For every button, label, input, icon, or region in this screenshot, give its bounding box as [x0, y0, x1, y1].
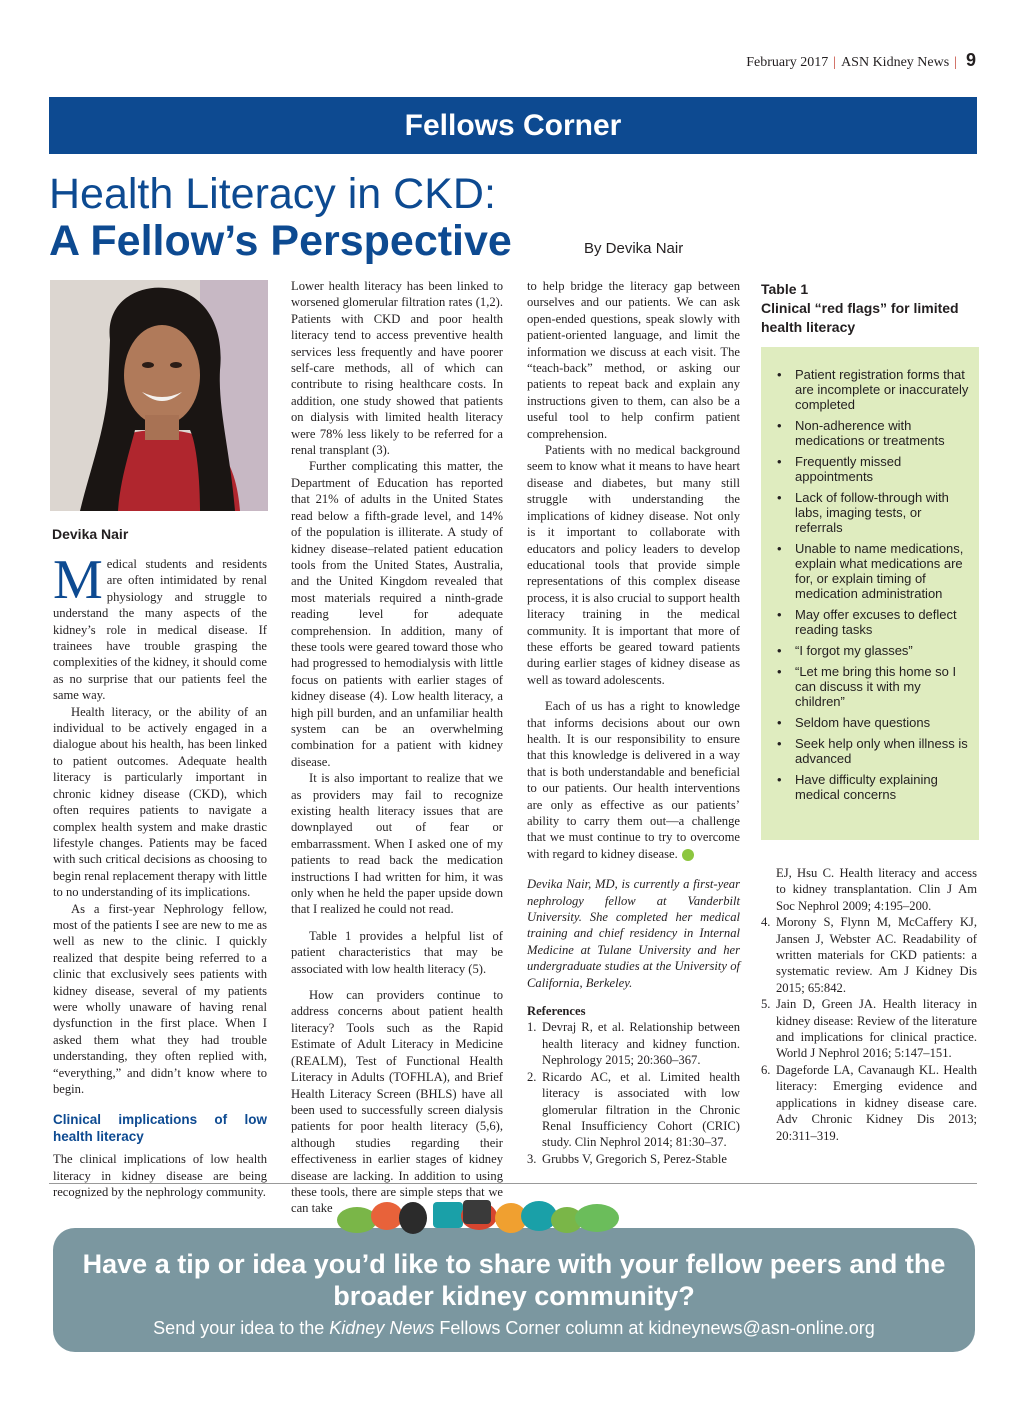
byline: By Devika Nair: [584, 240, 684, 257]
reference-number: 2.: [527, 1069, 537, 1084]
reference-continuation: EJ, Hsu C. Health literacy and access to kidney transplantation. Clin J Am Soc Nephrol 2009; 4:195–200.: [776, 866, 977, 913]
issue-date: February 2017: [746, 55, 829, 70]
reference-text: Grubbs V, Gregorich S, Perez-Stable: [542, 1151, 727, 1166]
list-item: • Non-adherence with medications or treatments: [769, 418, 971, 448]
footer-subtext-italic: Kidney News: [329, 1318, 435, 1338]
author-bio: Devika Nair, MD, is currently a first-year nephrology fellow at Vanderbilt University. She completed her medical training and chief residency in Internal Medicine at Tulane University and her undergraduate studies at the University of California, Berkeley.: [527, 877, 740, 990]
reference-number: 5.: [761, 997, 771, 1012]
paragraph: Health literacy, or the ability of an individual to be actively engaged in a dialogue about his health, has been linked to patient outcomes. Adequate health literacy is particularly important in chronic kidney disease (CKD), which often requires patients to navigate a complex health system and make drastic lifestyle changes. Patients may be faced with such critical decisions as choosing to begin renal replacement therapy with little to no understanding of its implications.: [53, 704, 267, 900]
reference-number: 6.: [761, 1062, 771, 1077]
reference-text: Dageforde LA, Cavanaugh KL. Health literacy: Emerging evidence and applications in kidney disease care. Adv Chronic Kidney Dis 2013; 20:311–319.: [776, 1062, 977, 1143]
reference-text: Morony S, Flynn M, McCaffery KJ, Jansen J, Webster AC. Readability of written materials for CKD patients: a systematic review. Am J Kidney Dis 2015; 65:842.: [776, 915, 977, 995]
reference-text: Jain D, Green JA. Health literacy in kidney disease: Review of the literature and implications for clinical practice. World J Nephrol 2016; 5:147–151.: [776, 997, 977, 1061]
reference-number: 4.: [761, 915, 771, 930]
article-column-3: [527, 278, 740, 1167]
table-label: Table 1: [761, 281, 809, 297]
running-head: [746, 50, 976, 71]
references-list: [527, 1019, 740, 1167]
reference-text: Ricardo AC, et al. Limited health literacy is associated with low glomerular filtration in the Chronic Renal Insufficiency Cohort (CRIC) study. Clin Nephrol 2014; 81:30–37.: [542, 1069, 740, 1150]
reference-item: [761, 1062, 977, 1144]
drop-cap: M: [53, 549, 103, 611]
reference-item: [761, 914, 977, 996]
article-column-2: [291, 278, 503, 1217]
paragraph: [53, 549, 267, 704]
article-column-1: [53, 549, 267, 1201]
paragraph: How can providers continue to address concerns about patient health literacy? Tools such as the Rapid Estimate of Adult Literacy in Medicine (REALM), Test of Functional Health Literacy in Adults (TOFHLA), and Brief Health Literacy Screen (BHLS) have all been used to successfully screen dialysis patients for poor health literacy (5,6), although studies regarding their effectiveness in earlier stages of kidney disease are lacking. In addition to using these tools, there are simple steps that we can take: [291, 988, 503, 1216]
red-flags-table: [761, 347, 979, 840]
article-title-line1: Health Literacy in CKD:: [49, 170, 496, 218]
reference-item: [527, 1019, 740, 1068]
footer-heading: Have a tip or idea you’d like to share with your fellow peers and the broader kidney community?: [82, 1249, 946, 1311]
list-item: • Have difficulty explaining medical concerns: [769, 772, 971, 802]
section-banner: Fellows Corner: [49, 97, 977, 154]
paragraph-text: edical students and residents are often intimidated by renal physiology and struggle to understand the many aspects of the kidney’s role in medical disease. If trainees have trouble grasping the complexities of the kidney, it should come as no surprise that our patients feel the same way.: [53, 557, 267, 703]
list-item: • “I forgot my glasses”: [769, 643, 971, 658]
footer-subtext-suffix: Fellows Corner column at kidneynews@asn-online.org: [434, 1318, 875, 1338]
paragraph: Further complicating this matter, the Department of Education has reported that 21% of adults in the United States read below a fifth-grade level, and 14% of the population is illiterate. A study of kidney disease–related patient education tools from the United States, Australia, and the United Kingdom revealed that most materials required a ninth-grade reading level for adequate comprehension. In addition, many of these tools were geared toward those who had progressed to hemodialysis with little focus on patients with earlier stages of kidney disease (4). Low health literacy, a high pill burden, and an unfamiliar health system can be an overwhelming combination for a patient with kidney disease.: [291, 459, 503, 769]
reference-text: Devraj R, et al. Relationship between health literacy and kidney function. Nephrology 2015; 20:360–367.: [542, 1020, 740, 1068]
list-item: • Unable to name medications, explain what medications are for, or explain timing of medication administration: [769, 541, 971, 601]
list-item: • May offer excuses to deflect reading tasks: [769, 607, 971, 637]
footer-subtext-prefix: Send your idea to the: [153, 1318, 330, 1338]
publication-name: ASN Kidney News: [841, 55, 950, 70]
paragraph: Patients with no medical background seem to know what it means to have heart disease and diabetes, but many still struggle with understanding the implications of kidney disease. Not only is it important to collaborate with educators and policy leaders to develop educational tools that provide simple representations of this complex disease process, it is also crucial to support health literacy training in the medical community. It is important that more of these efforts be geared toward patients during earlier stages of kidney disease as well as toward adolescents.: [527, 443, 740, 687]
author-photo: [50, 280, 268, 511]
table-title: Clinical “red flags” for limited health literacy: [761, 300, 959, 335]
list-item: • Seek help only when illness is advanced: [769, 736, 971, 766]
paragraph: It is also important to realize that we as providers may fail to recognize existing health literacy issues that are downplayed out of fear or embarrassment. When I asked one of my patients to read back the medication instructions I had written for him, it was only when he held the paper upside down that I realized he could not read.: [291, 771, 503, 917]
paragraph: Lower health literacy has been linked to worsened glomerular filtration rates (1,2). Patients with CKD and poor health literacy tend to access preventive health services less frequently and have poorer self-care methods, all of which can contribute to rising healthcare costs. In addition, one study showed that patients on dialysis with limited health literacy were 78% less likely to be referred for a renal transplant (3).: [291, 279, 503, 458]
photo-caption: Devika Nair: [52, 526, 129, 542]
list-item: • Seldom have questions: [769, 715, 971, 730]
references-list: [761, 914, 977, 1144]
paragraph-text: Each of us has a right to knowledge that informs decisions about our own health. It is our responsibility to ensure that this knowledge is delivered in a way that is both understandable and beneficial to our patients. Our health interventions are only as effective as our patients’ ability to carry them out—a challenge that we must continue to try to overcome with regard to kidney disease.: [527, 699, 740, 861]
divider: [49, 1183, 977, 1184]
paragraph: to help bridge the literacy gap between ourselves and our patients. We can ask open-ended questions, speak slowly with patient-oriented language, and limit the information we discuss at each visit. The “teach-back” method, or asking our patients to repeat back and explain any instructions given to them, can also be a useful tool to help confirm patient comprehension.: [527, 279, 740, 441]
author-portrait-illustration: [50, 280, 268, 511]
subheading: Clinical implications of low health literacy: [53, 1112, 267, 1145]
reference-item: [527, 1151, 740, 1167]
speech-bubbles-icon: [335, 1194, 625, 1246]
list-item: • Lack of follow-through with labs, imaging tests, or referrals: [769, 490, 971, 535]
paragraph: The clinical implications of low health literacy in kidney disease are being recognized by the nephrology community.: [53, 1152, 267, 1200]
footer-subtext: [53, 1318, 975, 1339]
paragraph: Table 1 provides a helpful list of patient characteristics that may be associated with low health literacy (5).: [291, 928, 503, 976]
separator: |: [833, 55, 837, 70]
article-title-line2: A Fellow’s Perspective: [49, 217, 512, 265]
page-number: 9: [965, 50, 976, 70]
reference-number: 1.: [527, 1020, 537, 1035]
reference-item: [761, 996, 977, 1062]
separator: |: [954, 55, 957, 70]
end-mark-icon: [682, 849, 694, 861]
red-flags-list: [769, 367, 971, 802]
references-continued: [761, 865, 977, 1144]
reference-number: 3.: [527, 1151, 537, 1166]
list-item: • Patient registration forms that are incomplete or inaccurately completed: [769, 367, 971, 412]
table-heading: [761, 280, 977, 337]
reference-item: [527, 1069, 740, 1151]
paragraph: [527, 698, 740, 862]
paragraph: As a first-year Nephrology fellow, most of the patients I see are new to me as well as new to the clinic. I quickly realized that despite being referred to a clinic that exclusively sees patients with kidney disease, several of my patients were wholly unaware of having renal dysfunction in the first place. When I asked them what they had trouble understanding, they often replied with, “everything,” and didn’t know where to begin.: [53, 901, 267, 1096]
list-item: • Frequently missed appointments: [769, 454, 971, 484]
list-item: • “Let me bring this home so I can discuss it with my children”: [769, 664, 971, 709]
references-heading: References: [527, 1004, 586, 1019]
